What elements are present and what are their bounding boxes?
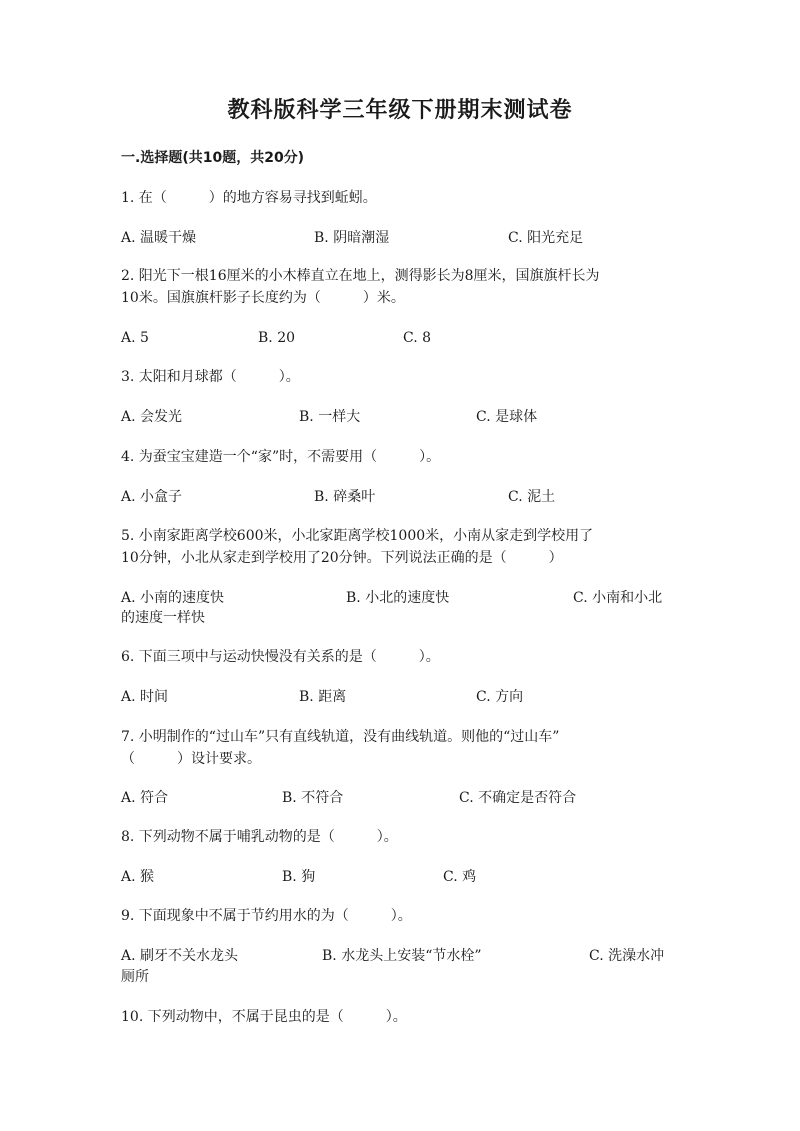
page-title: 教科版科学三年级下册期末测试卷 bbox=[227, 98, 573, 123]
question-3-option-b: B. 一样大 bbox=[299, 409, 361, 425]
question-3-option-c: C. 是球体 bbox=[476, 409, 538, 425]
question-7-option-c: C. 不确定是否符合 bbox=[459, 790, 577, 806]
question-4-stem: 4. 为蚕宝宝建造一个“家”时，不需要用（ ）。 bbox=[121, 449, 441, 465]
question-10-stem: 10. 下列动物中，不属于昆虫的是（ ）。 bbox=[121, 1009, 407, 1025]
question-2-option-c: C. 8 bbox=[403, 330, 432, 346]
question-5-stem-line-2: 10分钟，小北从家走到学校用了20分钟。下列说法正确的是（ ） bbox=[121, 550, 563, 566]
question-5-option-b: B. 小北的速度快 bbox=[346, 590, 450, 606]
question-9-option-a: A. 刷牙不关水龙头 bbox=[121, 948, 239, 964]
question-4-option-c: C. 泥土 bbox=[508, 489, 556, 505]
question-6-stem: 6. 下面三项中与运动快慢没有关系的是（ ）。 bbox=[121, 649, 440, 665]
question-2-stem-line-2: 10米。国旗旗杆影子长度约为（ ）米。 bbox=[121, 290, 405, 306]
question-1-option-a: A. 温暖干燥 bbox=[121, 230, 197, 246]
question-6-option-c: C. 方向 bbox=[476, 689, 524, 705]
question-8-stem: 8. 下列动物不属于哺乳动物的是（ ）。 bbox=[121, 829, 398, 845]
question-4-option-b: B. 碎桑叶 bbox=[314, 489, 376, 505]
question-8-option-c: C. 鸡 bbox=[443, 869, 477, 885]
section-heading: 一.选择题(共10题，共20分) bbox=[121, 150, 305, 166]
question-7-stem-line-2: （ ）设计要求。 bbox=[121, 751, 261, 767]
question-9-stem: 9. 下面现象中不属于节约用水的为（ ）。 bbox=[121, 908, 412, 924]
question-9-option-b: B. 水龙头上安装“节水栓” bbox=[322, 948, 482, 964]
question-9-option-c-continued: 厕所 bbox=[121, 969, 149, 985]
question-5-option-a: A. 小南的速度快 bbox=[121, 590, 225, 606]
question-6-option-a: A. 时间 bbox=[121, 689, 169, 705]
question-5-stem-line-1: 5. 小南家距离学校600米，小北家距离学校1000米，小南从家走到学校用了 bbox=[121, 528, 594, 544]
question-7-option-a: A. 符合 bbox=[121, 790, 169, 806]
question-5-option-c-continued: 的速度一样快 bbox=[121, 610, 205, 626]
question-3-stem: 3. 太阳和月球都（ ）。 bbox=[121, 369, 300, 385]
question-8-option-b: B. 狗 bbox=[282, 869, 316, 885]
question-1-stem: 1. 在（ ）的地方容易寻找到蚯蚓。 bbox=[121, 190, 377, 206]
question-2-option-b: B. 20 bbox=[258, 330, 296, 346]
question-9-option-c: C. 洗澡水冲 bbox=[589, 948, 665, 964]
question-3-option-a: A. 会发光 bbox=[121, 409, 183, 425]
question-7-option-b: B. 不符合 bbox=[282, 790, 344, 806]
question-6-option-b: B. 距离 bbox=[299, 689, 347, 705]
question-7-stem-line-1: 7. 小明制作的“过山车”只有直线轨道，没有曲线轨道。则他的“过山车” bbox=[121, 729, 560, 745]
question-2-option-a: A. 5 bbox=[121, 330, 149, 346]
question-4-option-a: A. 小盒子 bbox=[121, 489, 183, 505]
question-8-option-a: A. 猴 bbox=[121, 869, 155, 885]
question-1-option-b: B. 阴暗潮湿 bbox=[314, 230, 390, 246]
question-1-option-c: C. 阳光充足 bbox=[508, 230, 584, 246]
question-2-stem-line-1: 2. 阳光下一根16厘米的小木棒直立在地上，测得影长为8厘米，国旗旗杆长为 bbox=[121, 268, 600, 284]
question-5-option-c: C. 小南和小北 bbox=[573, 590, 663, 606]
